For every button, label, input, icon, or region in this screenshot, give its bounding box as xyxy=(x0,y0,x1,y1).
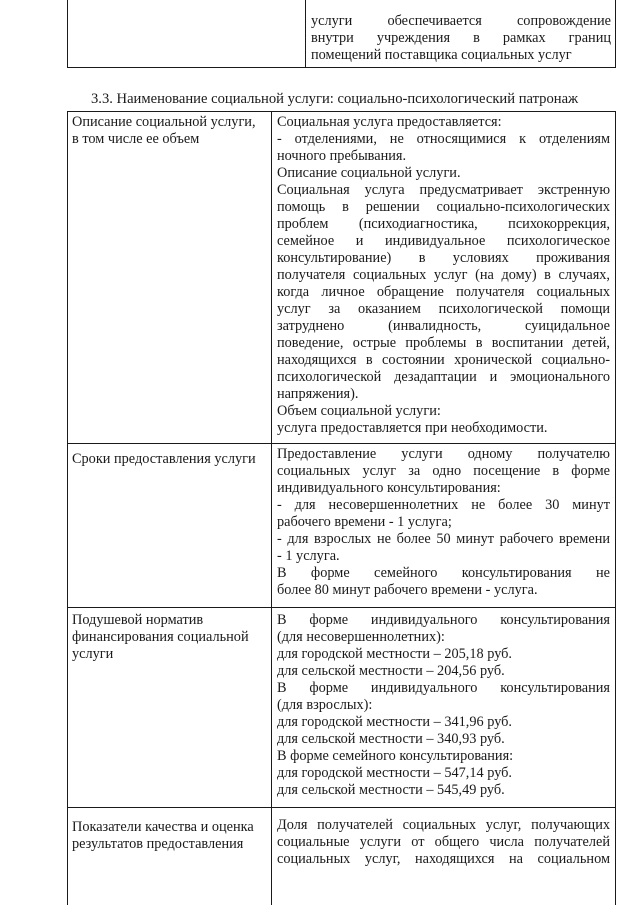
row-description-text-16: психологической дезадаптации и эмоционального xyxy=(277,369,610,385)
row-funding-text-4: для сельской местности – 204,56 руб. xyxy=(277,663,505,679)
row-description-text-13: затруднено (инвалидность, суицидальное xyxy=(277,318,610,334)
main-table-left-border xyxy=(67,111,68,905)
row-quality-text-1: Доля получателей социальных услуг, получающих xyxy=(277,817,610,833)
row-funding-text-7: для городской местности – 341,96 руб. xyxy=(277,714,513,730)
row-funding-text-1: В форме индивидуального консультирования xyxy=(277,612,610,628)
row-description-text-7: проблем (психодиагностика, психокоррекция, xyxy=(277,216,610,232)
row-description-text-9: консультирование) в условиях проживания xyxy=(277,250,610,266)
row-description-text-10: получателя социальных услуг (на дому) в случаях, xyxy=(277,267,610,283)
row-terms-text-2: социальных услуг за одно посещение в форме xyxy=(277,463,610,479)
row-terms-text-7: - 1 услуга. xyxy=(277,548,340,564)
row-description-text-18: Объем социальной услуги: xyxy=(277,403,441,419)
top-table-left-border xyxy=(67,0,68,68)
top-table-bottom-border xyxy=(67,67,616,68)
row-terms-text-3: индивидуального консультирования: xyxy=(277,480,501,496)
top-row-line-1: услуги обеспечивается сопровождение xyxy=(311,13,611,29)
row-description-label-1: Описание социальной услуги, xyxy=(72,114,256,130)
row-description-text-1: Социальная услуга предоставляется: xyxy=(277,114,502,130)
row-funding-text-3: для городской местности – 205,18 руб. xyxy=(277,646,513,662)
row-funding-text-11: для сельской местности – 545,49 руб. xyxy=(277,782,505,798)
row-description-text-2: - отделениями, не относящимися к отделениям xyxy=(277,131,610,147)
row-description-text-8: семейное и индивидуальное психологическое xyxy=(277,233,610,249)
row-quality-text-2: социальные услуги от общего числа получателей xyxy=(277,834,610,850)
row-terms-text-6: - для взрослых не более 50 минут рабочего времени xyxy=(277,531,610,547)
row-funding-text-6: (для взрослых): xyxy=(277,697,373,713)
row-divider-2 xyxy=(67,607,616,608)
top-row-line-3: помещений поставщика социальных услуг xyxy=(311,47,572,63)
top-table-mid-border xyxy=(305,0,306,68)
row-funding-text-9: В форме семейного консультирования: xyxy=(277,748,514,764)
row-terms-text-5: рабочего времени - 1 услуга; xyxy=(277,514,452,530)
row-quality-text-3: социальных услуг, находящихся на социальном xyxy=(277,851,610,867)
top-row-line-2-text: внутри учреждения в рамках границ xyxy=(311,30,611,46)
row-description-text-6: помощь в решении социально-психологических xyxy=(277,199,610,215)
row-quality-label-2: результатов предоставления xyxy=(72,836,244,852)
row-divider-3 xyxy=(67,807,616,808)
row-quality-label-1: Показатели качества и оценка xyxy=(72,819,254,835)
top-table-right-border xyxy=(615,0,616,68)
row-funding-label-1: Подушевой норматив xyxy=(72,612,204,628)
row-terms-label-1: Сроки предоставления услуги xyxy=(72,451,256,467)
row-terms-text-4: - для несовершеннолетних не более 30 минут xyxy=(277,497,610,513)
row-description-text-15: находящихся в состоянии хронической социально- xyxy=(277,352,610,368)
row-funding-label-2: финансирования социальной xyxy=(72,629,249,645)
row-divider-1 xyxy=(67,443,616,444)
row-description-text-3: ночного пребывания. xyxy=(277,148,407,164)
section-title: 3.3. Наименование социальной услуги: социально-психологический патронаж xyxy=(91,91,579,107)
row-funding-text-10: для городской местности – 547,14 руб. xyxy=(277,765,513,781)
row-description-text-12: услуг за оказанием психологической помощи xyxy=(277,301,610,317)
row-description-label-2: в том числе ее объем xyxy=(72,131,200,147)
row-description-text-4: Описание социальной услуги. xyxy=(277,165,461,181)
row-funding-text-5: В форме индивидуального консультирования xyxy=(277,680,610,696)
row-description-text-11: когда личное обращение получателя социальных xyxy=(277,284,610,300)
row-description-text-14: поведение, острые проблемы в воспитании детей, xyxy=(277,335,610,351)
row-description-text-17: напряжения). xyxy=(277,386,359,402)
main-table-mid-border xyxy=(271,111,272,905)
row-funding-text-2: (для несовершеннолетних): xyxy=(277,629,445,645)
row-funding-label-3: услуги xyxy=(72,646,114,662)
row-description-text-19: услуга предоставляется при необходимости. xyxy=(277,420,548,436)
top-row-line-2 xyxy=(311,30,611,47)
main-table-right-border xyxy=(615,111,616,905)
main-table-top-border xyxy=(67,111,616,112)
row-funding-text-8: для сельской местности – 340,93 руб. xyxy=(277,731,505,747)
row-description-text-5: Социальная услуга предусматривает экстренную xyxy=(277,182,610,198)
row-terms-text-1: Предоставление услуги одному получателю xyxy=(277,446,610,462)
row-terms-text-9: более 80 минут рабочего времени - услуга. xyxy=(277,582,538,598)
row-terms-text-8: В форме семейного консультирования не xyxy=(277,565,610,581)
